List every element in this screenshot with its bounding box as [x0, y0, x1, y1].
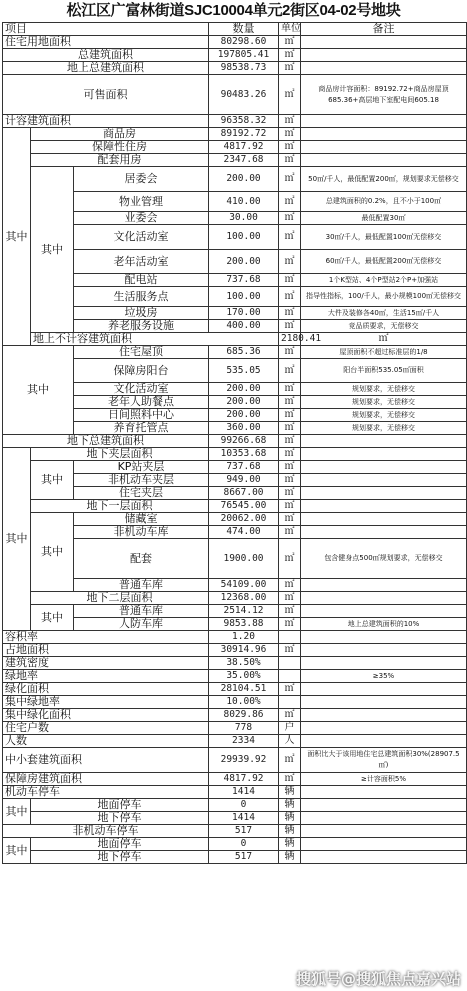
table-row — [3, 657, 467, 670]
row-unit: ㎡ — [279, 36, 301, 49]
header-unit: 单位 — [279, 23, 301, 36]
row-note: 包含健身点500㎡规划要求，无偿移交 — [301, 539, 467, 579]
table-row — [3, 154, 467, 167]
land-parcel-table — [2, 22, 467, 864]
row-label: 非机动车夹层 — [74, 474, 209, 487]
row-unit: ㎡ — [279, 709, 301, 722]
row-unit: ㎡ — [279, 683, 301, 696]
row-label: 地下二层面积 — [31, 592, 209, 605]
row-value: 80298.60 — [209, 36, 279, 49]
row-note — [301, 487, 467, 500]
row-note — [301, 474, 467, 487]
row-note — [301, 461, 467, 474]
row-label: 生活服务点 — [74, 287, 209, 307]
row-note — [301, 735, 467, 748]
row-unit: ㎡ — [279, 75, 301, 115]
row-unit: ㎡ — [279, 461, 301, 474]
row-value: 12368.00 — [209, 592, 279, 605]
row-label: 容积率 — [3, 631, 209, 644]
row-label: 老年人助餐点 — [74, 396, 209, 409]
row-note — [301, 62, 467, 75]
row-unit: 辆 — [279, 838, 301, 851]
row-note: ≥计容面积5% — [301, 773, 467, 786]
row-label: 人数 — [3, 735, 209, 748]
row-note — [301, 657, 467, 670]
row-note — [301, 36, 467, 49]
row-label: 绿化面积 — [3, 683, 209, 696]
table-row — [3, 333, 467, 346]
row-unit: ㎡ — [279, 167, 301, 192]
row-label: 非机动车库 — [74, 526, 209, 539]
row-label: 日间照料中心 — [74, 409, 209, 422]
row-note — [301, 825, 467, 838]
row-value: 76545.00 — [209, 500, 279, 513]
row-unit: ㎡ — [279, 192, 301, 212]
row-note: 总建筑面积的0.2%，且不小于100㎡ — [301, 192, 467, 212]
group-label-qizhong: 其中 — [31, 513, 74, 592]
row-label: 总建筑面积 — [3, 49, 209, 62]
row-note — [301, 435, 467, 448]
row-unit: ㎡ — [279, 141, 301, 154]
row-value: 10353.68 — [209, 448, 279, 461]
row-value: 474.00 — [209, 526, 279, 539]
row-value: 200.00 — [209, 167, 279, 192]
row-label: 集中绿化面积 — [3, 709, 209, 722]
row-note: 规划要求，无偿移交 — [301, 409, 467, 422]
row-value: 400.00 — [209, 320, 279, 333]
row-note — [301, 513, 467, 526]
row-note — [301, 128, 467, 141]
table-row — [3, 748, 467, 773]
row-label: 普通车库 — [74, 579, 209, 592]
row-unit: 人 — [279, 735, 301, 748]
row-unit: 辆 — [279, 799, 301, 812]
row-value: 89192.72 — [209, 128, 279, 141]
row-note: 地上总建筑面积的10% — [301, 618, 467, 631]
row-label: KP站夹层 — [74, 461, 209, 474]
group-label-qizhong: 其中 — [3, 838, 31, 864]
row-value: 2334 — [209, 735, 279, 748]
row-unit: ㎡ — [279, 383, 301, 396]
row-unit — [279, 657, 301, 670]
row-label: 地下一层面积 — [31, 500, 209, 513]
header-item: 项目 — [3, 23, 209, 36]
row-note — [301, 683, 467, 696]
table-row — [3, 435, 467, 448]
row-label: 建筑密度 — [3, 657, 209, 670]
header-row — [3, 23, 467, 36]
row-label: 中小套建筑面积 — [3, 748, 209, 773]
row-note — [301, 500, 467, 513]
row-unit: ㎡ — [279, 526, 301, 539]
group-label-qizhong: 其中 — [31, 167, 74, 333]
row-label: 地面停车 — [31, 838, 209, 851]
table-row — [3, 62, 467, 75]
row-unit: ㎡ — [279, 500, 301, 513]
row-value: 200.00 — [209, 383, 279, 396]
row-unit: ㎡ — [279, 618, 301, 631]
row-unit: ㎡ — [279, 62, 301, 75]
row-label: 绿地率 — [3, 670, 209, 683]
row-label: 集中绿地率 — [3, 696, 209, 709]
row-note: 1个K型站、4个P型站2个P+加强站 — [301, 274, 467, 287]
row-unit: ㎡ — [279, 128, 301, 141]
row-unit: 辆 — [279, 825, 301, 838]
row-value: 360.00 — [209, 422, 279, 435]
row-label: 商品房 — [31, 128, 209, 141]
row-label: 保障房建筑面积 — [3, 773, 209, 786]
row-note: 商品房计容面积：89192.72+商品房屋顶685.36+高层地下室配电间605.18 — [301, 75, 467, 115]
table-row — [3, 592, 467, 605]
table-row — [3, 696, 467, 709]
row-unit: 辆 — [279, 786, 301, 799]
row-value: 685.36 — [209, 346, 279, 359]
group-label-qizhong: 其中 — [3, 448, 31, 631]
row-note: 大件及装修各40㎡，生活15㎡/千人 — [301, 307, 467, 320]
row-note: 30㎡/千人，最低配置100㎡无偿移交 — [301, 225, 467, 250]
table-row — [3, 141, 467, 154]
row-label: 物业管理 — [74, 192, 209, 212]
row-note: 面积比大于该用地住宅总建筑面积30%(28907.5㎡) — [301, 748, 467, 773]
row-value: 54109.00 — [209, 579, 279, 592]
row-note — [301, 592, 467, 605]
row-unit: ㎡ — [279, 225, 301, 250]
row-value: 2347.68 — [209, 154, 279, 167]
group-label-qizhong: 其中 — [31, 605, 74, 631]
row-value: 737.68 — [209, 461, 279, 474]
row-unit — [279, 696, 301, 709]
row-label: 机动车停车 — [3, 786, 209, 799]
row-note: 50㎡/千人，最低配置200㎡，规划要求无偿移交 — [301, 167, 467, 192]
table-row — [3, 799, 467, 812]
row-value: 200.00 — [209, 250, 279, 274]
row-value: 737.68 — [209, 274, 279, 287]
row-unit: ㎡ — [279, 487, 301, 500]
row-label: 住宅夹层 — [74, 487, 209, 500]
row-note — [301, 812, 467, 825]
row-unit: 辆 — [279, 851, 301, 864]
row-note: 规划要求，无偿移交 — [301, 383, 467, 396]
row-note — [301, 49, 467, 62]
header-note: 备注 — [301, 23, 467, 36]
row-value: 535.05 — [209, 359, 279, 383]
row-label: 配套用房 — [31, 154, 209, 167]
row-value: 2514.12 — [209, 605, 279, 618]
row-value: 30.00 — [209, 212, 279, 225]
group-label-qizhong: 其中 — [3, 128, 31, 346]
row-note — [301, 799, 467, 812]
row-value: 38.50% — [209, 657, 279, 670]
table-row — [3, 683, 467, 696]
row-label: 占地面积 — [3, 644, 209, 657]
table-row — [3, 825, 467, 838]
row-label: 储藏室 — [74, 513, 209, 526]
row-note: 规划要求，无偿移交 — [301, 422, 467, 435]
row-note — [301, 722, 467, 735]
row-label: 老年活动室 — [74, 250, 209, 274]
table-row — [3, 49, 467, 62]
table-row — [3, 128, 467, 141]
row-unit: ㎡ — [279, 274, 301, 287]
row-unit: ㎡ — [279, 605, 301, 618]
row-note — [301, 851, 467, 864]
row-value: 100.00 — [209, 225, 279, 250]
row-label: 地下总建筑面积 — [3, 435, 209, 448]
row-label: 业委会 — [74, 212, 209, 225]
group-label-qizhong: 其中 — [3, 799, 31, 825]
table-row — [3, 722, 467, 735]
row-value: 90483.26 — [209, 75, 279, 115]
row-label: 可售面积 — [3, 75, 209, 115]
row-unit: ㎡ — [279, 448, 301, 461]
row-unit: ㎡ — [279, 592, 301, 605]
row-value: 9853.88 — [209, 618, 279, 631]
row-note: 阳台半面积535.05㎡面积 — [301, 359, 467, 383]
row-unit: 辆 — [279, 812, 301, 825]
row-note — [301, 579, 467, 592]
row-unit: ㎡ — [279, 474, 301, 487]
row-note — [301, 786, 467, 799]
row-unit: ㎡ — [279, 212, 301, 225]
row-unit: ㎡ — [279, 320, 301, 333]
page-title: 松江区广富林街道SJC10004单元2街区04-02号地块 — [66, 2, 401, 19]
row-value: 200.00 — [209, 409, 279, 422]
row-value: 100.00 — [209, 287, 279, 307]
row-label: 非机动车停车 — [3, 825, 209, 838]
table-row — [3, 670, 467, 683]
table-row — [3, 513, 467, 526]
row-unit: ㎡ — [279, 396, 301, 409]
row-note — [301, 709, 467, 722]
row-label: 地上不计容建筑面积 — [31, 333, 279, 346]
row-value: 1414 — [209, 812, 279, 825]
row-note: 指导性指标，100/千人，最小规模100㎡无偿移交 — [301, 287, 467, 307]
row-value: 98538.73 — [209, 62, 279, 75]
row-label: 保障性住房 — [31, 141, 209, 154]
row-value: 20062.00 — [209, 513, 279, 526]
row-unit: ㎡ — [301, 333, 467, 346]
row-value: 96358.32 — [209, 115, 279, 128]
row-value: 8667.00 — [209, 487, 279, 500]
row-note: 屋顶面积不超过标准层的1/8 — [301, 346, 467, 359]
row-value: 99266.68 — [209, 435, 279, 448]
row-unit: ㎡ — [279, 579, 301, 592]
row-unit: ㎡ — [279, 307, 301, 320]
table-row — [3, 812, 467, 825]
row-value: 4817.92 — [209, 773, 279, 786]
row-note — [301, 644, 467, 657]
row-unit: ㎡ — [279, 748, 301, 773]
table-row — [3, 167, 467, 192]
row-note: 竞品质要求，无偿移交 — [301, 320, 467, 333]
row-unit: ㎡ — [279, 773, 301, 786]
row-value: 28104.51 — [209, 683, 279, 696]
table-row — [3, 75, 467, 115]
row-value: 29939.92 — [209, 748, 279, 773]
table-row — [3, 786, 467, 799]
row-value: 0 — [209, 799, 279, 812]
row-label: 配电站 — [74, 274, 209, 287]
row-value: 4817.92 — [209, 141, 279, 154]
row-unit: ㎡ — [279, 115, 301, 128]
row-note — [301, 605, 467, 618]
row-unit: ㎡ — [279, 154, 301, 167]
row-note: 最低配置30㎡ — [301, 212, 467, 225]
row-label: 地面停车 — [31, 799, 209, 812]
row-label: 普通车库 — [74, 605, 209, 618]
table-row — [3, 644, 467, 657]
row-note — [301, 154, 467, 167]
row-value: 517 — [209, 851, 279, 864]
group-label-qizhong: 其中 — [3, 346, 74, 435]
row-value: 410.00 — [209, 192, 279, 212]
row-unit: ㎡ — [279, 346, 301, 359]
row-label: 垃圾房 — [74, 307, 209, 320]
table-row — [3, 36, 467, 49]
row-unit: ㎡ — [279, 644, 301, 657]
row-note — [301, 696, 467, 709]
row-note — [301, 115, 467, 128]
row-label: 住宅户数 — [3, 722, 209, 735]
row-unit — [279, 670, 301, 683]
row-value: 1414 — [209, 786, 279, 799]
row-unit: ㎡ — [279, 287, 301, 307]
row-value: 517 — [209, 825, 279, 838]
row-note: ≥35% — [301, 670, 467, 683]
row-unit: ㎡ — [279, 49, 301, 62]
row-label: 地下停车 — [31, 812, 209, 825]
row-unit: ㎡ — [279, 513, 301, 526]
row-note — [301, 631, 467, 644]
table-row — [3, 346, 467, 359]
row-value: 1.20 — [209, 631, 279, 644]
row-unit — [279, 631, 301, 644]
row-value: 2180.41 — [279, 333, 301, 346]
table-row — [3, 605, 467, 618]
row-value: 8029.86 — [209, 709, 279, 722]
row-label: 文化活动室 — [74, 383, 209, 396]
row-unit: ㎡ — [279, 539, 301, 579]
row-value: 10.00% — [209, 696, 279, 709]
row-label: 住宅用地面积 — [3, 36, 209, 49]
row-unit: ㎡ — [279, 250, 301, 274]
row-unit: 户 — [279, 722, 301, 735]
row-value: 197805.41 — [209, 49, 279, 62]
table-row — [3, 500, 467, 513]
table-row — [3, 631, 467, 644]
table-row — [3, 851, 467, 864]
table-row — [3, 461, 467, 474]
table-row — [3, 115, 467, 128]
row-value: 200.00 — [209, 396, 279, 409]
row-label: 养老服务设施 — [74, 320, 209, 333]
row-label: 地下停车 — [31, 851, 209, 864]
row-value: 30914.96 — [209, 644, 279, 657]
row-label: 养育托管点 — [74, 422, 209, 435]
group-label-qizhong: 其中 — [31, 461, 74, 500]
table-row — [3, 709, 467, 722]
row-note — [301, 838, 467, 851]
row-note: 规划要求，无偿移交 — [301, 396, 467, 409]
row-note — [301, 448, 467, 461]
row-unit: ㎡ — [279, 422, 301, 435]
row-label: 计容建筑面积 — [3, 115, 209, 128]
row-unit: ㎡ — [279, 435, 301, 448]
row-value: 1900.00 — [209, 539, 279, 579]
row-note — [301, 141, 467, 154]
row-label: 文化活动室 — [74, 225, 209, 250]
row-label: 地上总建筑面积 — [3, 62, 209, 75]
row-label: 配套 — [74, 539, 209, 579]
row-value: 35.00% — [209, 670, 279, 683]
row-value: 949.00 — [209, 474, 279, 487]
table-row — [3, 773, 467, 786]
row-value: 778 — [209, 722, 279, 735]
row-value: 170.00 — [209, 307, 279, 320]
row-note — [301, 526, 467, 539]
row-label: 地下夹层面积 — [31, 448, 209, 461]
row-label: 住宅屋顶 — [74, 346, 209, 359]
header-value: 数量 — [209, 23, 279, 36]
row-note: 60㎡/千人，最低配置200㎡无偿移交 — [301, 250, 467, 274]
row-label: 保障房阳台 — [74, 359, 209, 383]
row-unit: ㎡ — [279, 359, 301, 383]
row-value: 0 — [209, 838, 279, 851]
table-row — [3, 838, 467, 851]
row-label: 居委会 — [74, 167, 209, 192]
table-row — [3, 448, 467, 461]
watermark: 搜狐号@搜狐焦点嘉兴站 — [295, 970, 461, 988]
table-row — [3, 735, 467, 748]
row-unit: ㎡ — [279, 409, 301, 422]
row-label: 人防车库 — [74, 618, 209, 631]
